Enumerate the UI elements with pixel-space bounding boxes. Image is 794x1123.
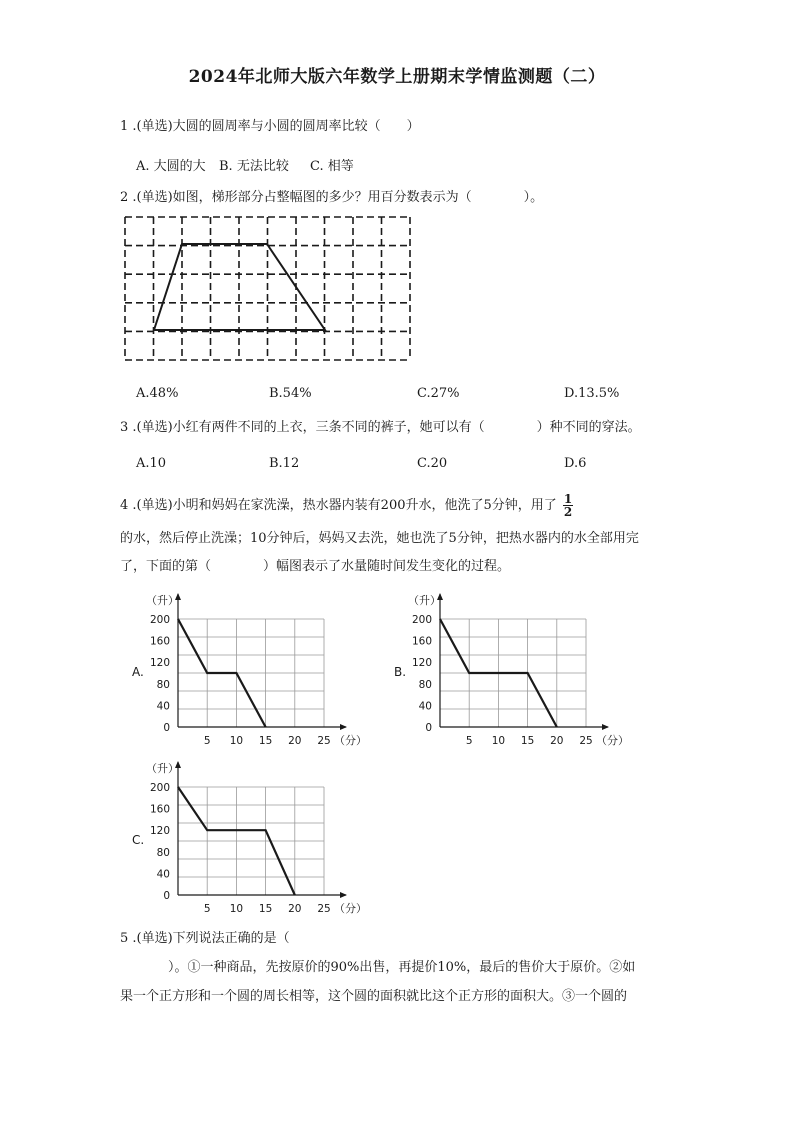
q3-option-c[interactable]: C.20 (417, 456, 448, 471)
y-tick-label: 80 (156, 846, 170, 859)
x-tick-label: 20 (550, 735, 564, 747)
question-5-line-3: 果一个正方形和一个圆的周长相等，这个圆的面积就比这个正方形的面积大。③一个圆的 (120, 989, 628, 1004)
question-2-stem: 2 .(单选)如图，梯形部分占整幅图的多少？用百分数表示为（ ）。 (120, 190, 544, 205)
y-axis-unit: （升） (408, 594, 441, 607)
q2-option-a[interactable]: A.48% (136, 386, 179, 401)
y-tick-label: 0 (163, 722, 170, 734)
x-tick-label: 10 (491, 735, 506, 747)
x-tick-label: 25 (317, 735, 331, 747)
graph-a (128, 590, 368, 750)
y-tick-label: 120 (149, 825, 170, 838)
x-axis-unit: （分） (596, 734, 629, 747)
x-tick-label: 5 (465, 735, 473, 747)
y-axis-unit: （升） (146, 762, 179, 775)
y-tick-label: 40 (418, 700, 432, 713)
graph-label: C. (132, 833, 145, 847)
q2-option-c[interactable]: C.27% (417, 386, 460, 401)
y-tick-label: 80 (156, 678, 170, 691)
q3-option-d[interactable]: D.6 (564, 456, 587, 471)
q2-option-b[interactable]: B.54% (269, 386, 312, 401)
fraction-one-half (563, 493, 573, 518)
question-5-line-1: 5 .(单选)下列说法正确的是（ (120, 931, 290, 946)
y-tick-label: 0 (425, 722, 432, 734)
q1-option-b[interactable]: B. 无法比较 (219, 159, 289, 174)
y-tick-label: 80 (418, 678, 432, 691)
q1-option-c[interactable]: C. 相等 (310, 159, 354, 174)
question-1-stem: 1 .(单选)大圆的圆周率与小圆的圆周率比较（ ） (120, 119, 420, 134)
x-tick-label: 5 (203, 735, 211, 747)
q1-option-a[interactable]: A. 大圆的大 (136, 159, 206, 174)
x-axis-unit: （分） (334, 734, 367, 747)
graph-label: B. (394, 665, 407, 679)
graph-c (128, 758, 368, 916)
graph-b (390, 590, 640, 750)
y-tick-label: 120 (411, 657, 432, 670)
x-axis-arrow (340, 892, 347, 898)
y-tick-label: 200 (411, 614, 432, 626)
y-tick-label: 0 (163, 890, 170, 902)
question-3-stem: 3 .(单选)小红有两件不同的上衣，三条不同的裤子，她可以有（ ）种不同的穿法。 (120, 420, 641, 435)
y-tick-label: 160 (149, 803, 170, 816)
y-tick-label: 40 (156, 868, 170, 881)
trapezoid-grid-figure (120, 212, 416, 364)
x-tick-label: 10 (229, 903, 244, 915)
question-4-stem-line-2: 的水，然后停止洗澡；10分钟后，妈妈又去洗，她也洗了5分钟，把热水器内的水全部用完 (120, 531, 639, 546)
graph-label: A. (132, 665, 144, 679)
x-tick-label: 20 (288, 903, 302, 915)
y-tick-label: 160 (149, 635, 170, 648)
x-axis-unit: （分） (334, 902, 367, 915)
page-title: 2024年北师大版六年数学上册期末学情监测题（二） (188, 67, 606, 87)
x-axis-arrow (602, 724, 609, 730)
q2-option-d[interactable]: D.13.5% (564, 386, 620, 401)
y-axis-unit: （升） (146, 594, 179, 607)
y-tick-label: 200 (149, 614, 170, 626)
q3-option-a[interactable]: A.10 (136, 456, 167, 471)
x-tick-label: 25 (579, 735, 593, 747)
x-tick-label: 25 (317, 903, 331, 915)
q4-stem-text: 4 .(单选)小明和妈妈在家洗澡，热水器内装有200升水，他洗了5分钟，用了 (120, 498, 557, 513)
x-tick-label: 15 (258, 903, 273, 915)
question-4-stem-line-1 (120, 493, 573, 518)
x-axis-arrow (340, 724, 347, 730)
question-4-stem-line-3: 了，下面的第（ ）幅图表示了水量随时间发生变化的过程。 (120, 559, 511, 574)
fraction-denominator: 2 (563, 505, 573, 519)
y-tick-label: 200 (149, 782, 170, 794)
y-tick-label: 40 (156, 700, 170, 713)
x-tick-label: 20 (288, 735, 302, 747)
fraction-numerator: 1 (563, 492, 573, 506)
x-tick-label: 15 (258, 735, 273, 747)
question-5-line-2: ）。①一种商品，先按原价的90%出售，再提价10%，最后的售价大于原价。②如 (168, 960, 636, 975)
x-tick-label: 10 (229, 735, 244, 747)
q3-option-b[interactable]: B.12 (269, 456, 300, 471)
y-tick-label: 120 (149, 657, 170, 670)
y-tick-label: 160 (411, 635, 432, 648)
x-tick-label: 15 (520, 735, 535, 747)
x-tick-label: 5 (203, 903, 211, 915)
